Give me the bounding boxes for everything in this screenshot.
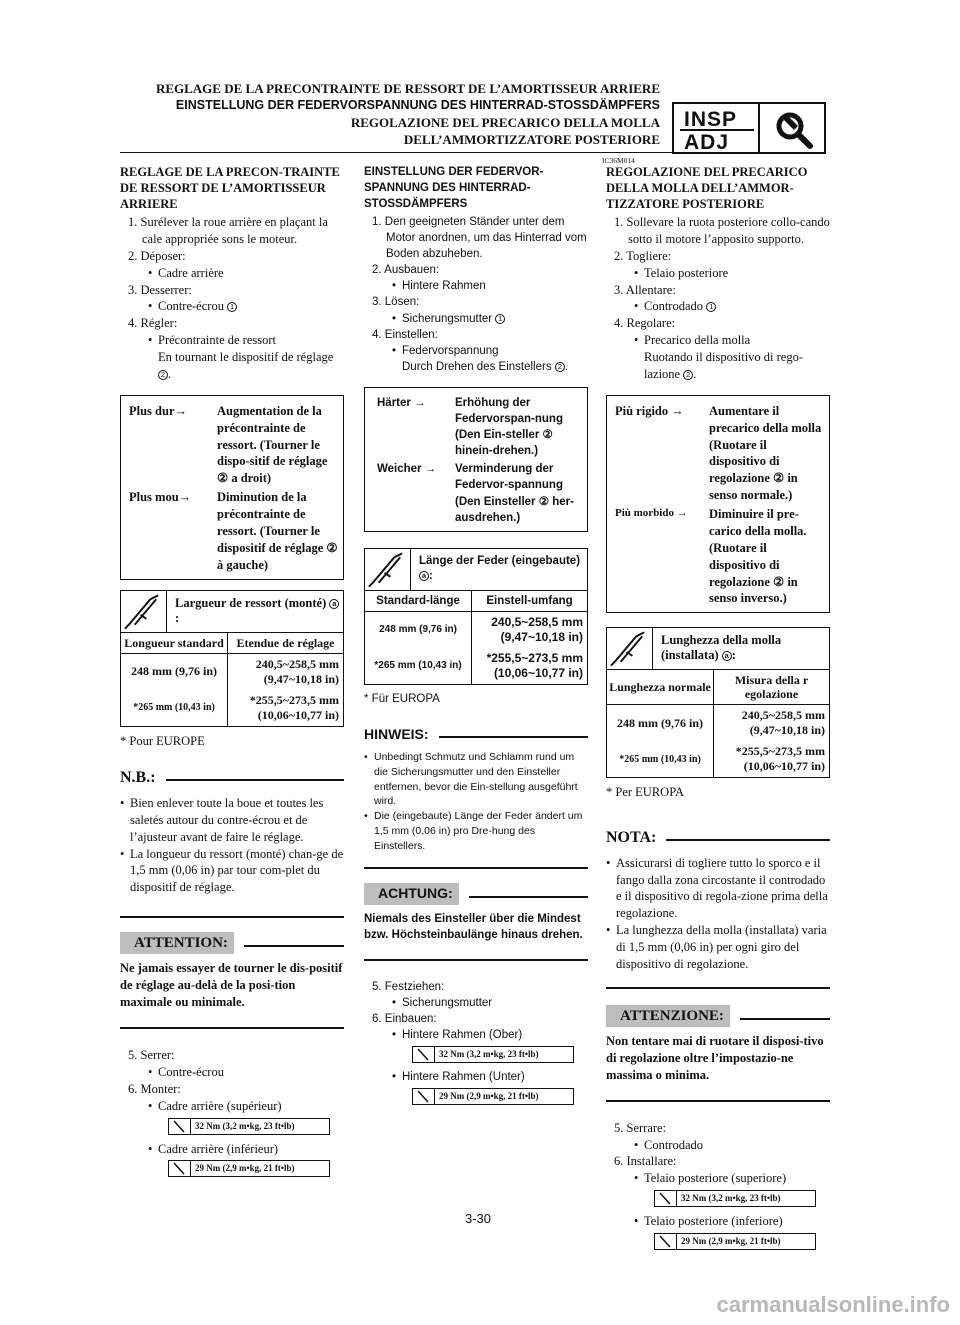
spec-header-range: Etendue de réglage: [228, 633, 343, 654]
header-rule: [120, 152, 825, 153]
adjust-harder-value: Erhöhung der Federvorspan-nung (Den Ein-steller ② hinein-drehen.): [455, 396, 563, 458]
note-item-2: • La longueur du ressort (monté) chan-ge de 1,5 mm (0,06 in) par tour com-plet du dispositif de réglage.: [120, 846, 344, 897]
adjust-direction-box: [606, 395, 830, 614]
step-1: 1. Den geeigneten Ständer unter dem Motor anordnen, um das Hinterrad vom Boden abzuheben.: [372, 216, 587, 261]
spec-r1-standard: 248 mm (9,76 in): [607, 705, 714, 742]
spec-header-standard: Longueur standard: [121, 633, 228, 654]
step-5: 5. Festziehen:: [372, 980, 445, 993]
step-4-item: • Précontrainte de ressort: [120, 332, 344, 349]
watermark: carmanualsonline.info: [716, 1292, 950, 1317]
torque-wrench-icon: [413, 1047, 435, 1062]
header-title-it-2: DELL’AMMORTIZZATORE POSTERIORE: [403, 132, 660, 147]
note-item-1: • Assicurarsi di togliere tutto lo sporco e il fango dalla zona circostante il controdado e il dispositivo di regola-zione prima della regolazione.: [606, 855, 830, 923]
column-italian: [606, 164, 830, 1256]
adjust-direction-box: [120, 395, 344, 580]
torque-wrench-icon: [169, 1161, 191, 1176]
spec-r2-standard: *265 mm (10,43 in): [121, 690, 228, 726]
spring-length-spec: [364, 548, 588, 685]
step-4-item: • Precarico della molla: [606, 332, 830, 349]
step-1: 1. Sollevare la ruota posteriore collo-cando sotto il motore l’apposito supporto.: [614, 215, 830, 246]
caution-text: Non tentare mai di ruotare il disposi-tivo di regolazione oltre l’impostazio-ne massima o minima.: [606, 1034, 824, 1082]
step-4: 4. Einstellen:: [372, 328, 438, 341]
spec-r2-range: *255,5~273,5 mm (10,06~10,77 in): [486, 650, 583, 680]
step-6-item-upper: • Hintere Rahmen (Ober): [364, 1027, 588, 1043]
spec-header-range: Misura della r egolazione: [714, 670, 829, 705]
step-6: 6. Einbauen:: [372, 1013, 437, 1026]
torque-spec-upper: 32 Nm (3,2 m•kg, 23 ft•lb): [654, 1190, 816, 1207]
section-code: IC36M014: [602, 156, 635, 165]
step-4: 4. Regolare:: [614, 316, 676, 331]
footnote: * Per EUROPA: [606, 785, 685, 800]
spec-r2-range: *255,5~273,5 mm (10,06~10,77 in): [249, 692, 339, 722]
adjust-harder-key: Härter →: [377, 396, 426, 409]
torque-spec-upper: 32 Nm (3,2 m•kg, 23 ft•lb): [412, 1046, 574, 1063]
spec-r2-standard: *265 mm (10,43 in): [607, 741, 714, 777]
note-item-2: • Die (eingebaute) Länge der Feder ändert um 1,5 mm (0,06 in) pro Dre-hung des Einstellers.: [364, 809, 588, 853]
step-5-item: • Sicherungsmutter: [364, 995, 588, 1011]
adjust-softer-value: Diminution de la précontrainte de ressort. (Tourner le dispositif de réglage ② à gauche): [217, 490, 338, 572]
step-6-item-lower: • Cadre arrière (inférieur): [120, 1141, 344, 1158]
page-number: 3-30: [465, 1211, 492, 1226]
footnote: * Für EUROPA: [364, 692, 440, 705]
step-3-item: • Contre-écrou 1: [120, 298, 344, 315]
torque-spec-lower: 29 Nm (2,9 m•kg, 21 ft•lb): [654, 1233, 816, 1250]
column-french: [120, 164, 344, 1183]
step-3-item: • Sicherungsmutter 1: [364, 311, 588, 327]
step-6-item-upper: • Telaio posteriore (superiore): [606, 1170, 830, 1187]
spec-r1-standard: 248 mm (9,76 in): [365, 611, 472, 648]
section-title: REGLAGE DE LA PRECON-TRAINTE DE RESSORT DE L’AMORTISSEUR ARRIERE: [120, 165, 340, 211]
caution-text: Ne jamais essayer de tourner le dis-positif de réglage au-delà de la posi-tion maximale ou minimale.: [120, 961, 343, 1010]
note-item-1: • Unbedingt Schmutz und Schlamm rund um die Sicherungsmutter und den Einsteller entfernen, bevor die Ein-stellung ausgeführt wird.: [364, 750, 588, 809]
spec-r2-standard: *265 mm (10,43 in): [365, 648, 472, 684]
spec-r1-range: 240,5~258,5 mm (9,47~10,18 in): [741, 708, 825, 738]
step-6-item-lower: • Telaio posteriore (inferiore): [606, 1213, 830, 1230]
header-title-it-1: REGOLAZIONE DEL PRECARICO DELLA MOLLA: [350, 115, 660, 130]
spring-length-spec: [606, 627, 830, 778]
adjust-harder-key: Plus dur→: [129, 403, 188, 418]
step-5-item: • Controdado: [606, 1137, 830, 1154]
adjust-harder-value: Augmentation de la précontrainte de ressort. (Tourner le dispo-sitif de réglage ② a droit): [217, 403, 328, 486]
step-3: 3. Desserrer:: [128, 282, 192, 297]
step-3: 3. Allentare:: [614, 282, 676, 297]
spring-length-spec: [120, 590, 344, 727]
note-item-1: • Bien enlever toute la boue et toutes les saletés autour du contre-écrou et de l’ajusteur avant de faire le réglage.: [120, 795, 344, 846]
spec-r2-range: *255,5~273,5 mm (10,06~10,77 in): [735, 744, 825, 774]
step-6: 6. Installare:: [614, 1154, 677, 1169]
step-6-item-lower: • Hintere Rahmen (Unter): [364, 1069, 588, 1085]
adjust-softer-value: Verminderung der Federvor-spannung (Den Einsteller ② her-ausdrehen.): [455, 463, 574, 524]
step-5: 5. Serrer:: [128, 1048, 175, 1063]
step-2-item: • Telaio posteriore: [606, 265, 830, 282]
callout-1: 1: [495, 314, 505, 324]
callout-1: 1: [706, 302, 716, 312]
spec-title: Largueur de ressort (monté) a:: [175, 596, 343, 626]
wrench-magnifier-icon: [768, 108, 820, 150]
adjust-direction-box: [364, 387, 588, 532]
torque-spec-lower: 29 Nm (2,9 m•kg, 21 ft•lb): [412, 1088, 574, 1105]
callout-1: 1: [227, 302, 237, 312]
spec-r1-standard: 248 mm (9,76 in): [121, 653, 228, 690]
torque-wrench-icon: [655, 1234, 677, 1249]
note-heading: NOTA:: [606, 827, 830, 849]
caliper-icon: [121, 591, 167, 633]
spec-r1-range: 240,5~258,5 mm (9,47~10,18 in): [255, 656, 339, 686]
torque-wrench-icon: [655, 1191, 677, 1206]
torque-spec-upper: 32 Nm (3,2 m•kg, 23 ft•lb): [168, 1118, 330, 1135]
adjust-softer-key: Plus mou→: [129, 490, 192, 505]
section-label-insp: INSP: [684, 108, 738, 131]
step-2-item: • Hintere Rahmen: [364, 278, 588, 294]
step-2: 2. Déposer:: [128, 248, 186, 263]
column-german: [364, 164, 588, 1111]
step-6: 6. Monter:: [128, 1081, 181, 1096]
adjust-harder-value: Aumentare il precarico della molla (Ruotare il dispositivo di regolazione ② in senso normale.): [709, 403, 822, 503]
section-label-adj: ADJ: [684, 131, 730, 154]
step-4: 4. Régler:: [128, 316, 178, 331]
caution-heading: ATTENTION:: [120, 932, 344, 954]
step-6-item-upper: • Cadre arrière (supérieur): [120, 1098, 344, 1115]
caution-text: Niemals des Einsteller über die Mindest bzw. Höchsteinbaulänge hinaus drehen.: [364, 912, 583, 941]
section-title: REGOLAZIONE DEL PRECARICO DELLA MOLLA DELL’AMMOR-TIZZATORE POSTERIORE: [606, 165, 808, 211]
header-title-fr: REGLAGE DE LA PRECONTRAINTE DE RESSORT DE L’AMORTISSEUR ARRIERE: [155, 81, 660, 96]
caution-heading: ACHTUNG:: [364, 883, 588, 905]
spec-r1-range: 240,5~258,5 mm (9,47~10,18 in): [491, 614, 583, 644]
adjust-harder-key: Più rigido →: [615, 403, 684, 418]
note-heading: HINWEIS:: [364, 725, 588, 745]
spec-header-standard: Standard-länge: [365, 591, 472, 612]
step-3-item: • Controdado 1: [606, 298, 830, 315]
step-2: 2. Togliere:: [614, 248, 672, 263]
adjust-softer-key: Più morbido →: [615, 507, 688, 519]
step-3: 3. Lösen:: [372, 296, 420, 309]
section-title: EINSTELLUNG DER FEDERVOR-SPANNUNG DES HINTERRAD-STOSSDÄMPFERS: [364, 166, 544, 210]
step-2-item: • Cadre arrière: [120, 265, 344, 282]
adjust-softer-value: Diminuire il pre-carico della molla. (Ruotare il dispositivo di regolazione ② in senso inverso.): [709, 507, 807, 606]
spec-title: Länge der Feder (eingebaute) a :: [419, 554, 581, 582]
header-title-de: EINSTELLUNG DER FEDERVORSPANNUNG DES HINTERRAD-STOSSDÄMPFERS: [175, 98, 660, 112]
step-5: 5. Serrare:: [614, 1120, 667, 1135]
step-4-desc: Durch Drehen des Einstellers 2 .: [402, 360, 568, 373]
step-4-desc: En tournant le dispositif de réglage 2 .: [158, 350, 334, 381]
adjust-softer-key: Weicher →: [377, 463, 437, 476]
section-badge: [672, 102, 826, 154]
torque-spec-lower: 29 Nm (2,9 m•kg, 21 ft•lb): [168, 1160, 330, 1177]
step-4-desc: Ruotando il dispositivo di rego-lazione 2 .: [644, 350, 804, 381]
torque-wrench-icon: [169, 1119, 191, 1134]
torque-wrench-icon: [413, 1089, 435, 1104]
note-item-2: • La lunghezza della molla (installata) varia di 1,5 mm (0,06 in) per ogni giro del dispositivo di regolazione.: [606, 922, 830, 973]
caliper-icon: [607, 628, 653, 670]
page-header: [120, 80, 660, 148]
footnote: * Pour EUROPE: [120, 733, 205, 748]
step-1: 1. Surélever la roue arrière en plaçant la cale appropriée sons le moteur.: [128, 215, 328, 246]
note-heading: N.B.:: [120, 767, 344, 789]
caliper-icon: [365, 549, 411, 591]
step-4-item: • Federvorspannung: [364, 343, 588, 359]
spec-header-range: Einstell-umfang: [472, 591, 587, 612]
step-5-item: • Contre-écrou: [120, 1064, 344, 1081]
spec-header-standard: Lunghezza normale: [607, 670, 714, 705]
spec-title: Lunghezza della molla (installata) a :: [661, 633, 782, 663]
caution-heading: ATTENZIONE:: [606, 1005, 830, 1027]
step-2: 2. Ausbauen:: [372, 264, 440, 277]
